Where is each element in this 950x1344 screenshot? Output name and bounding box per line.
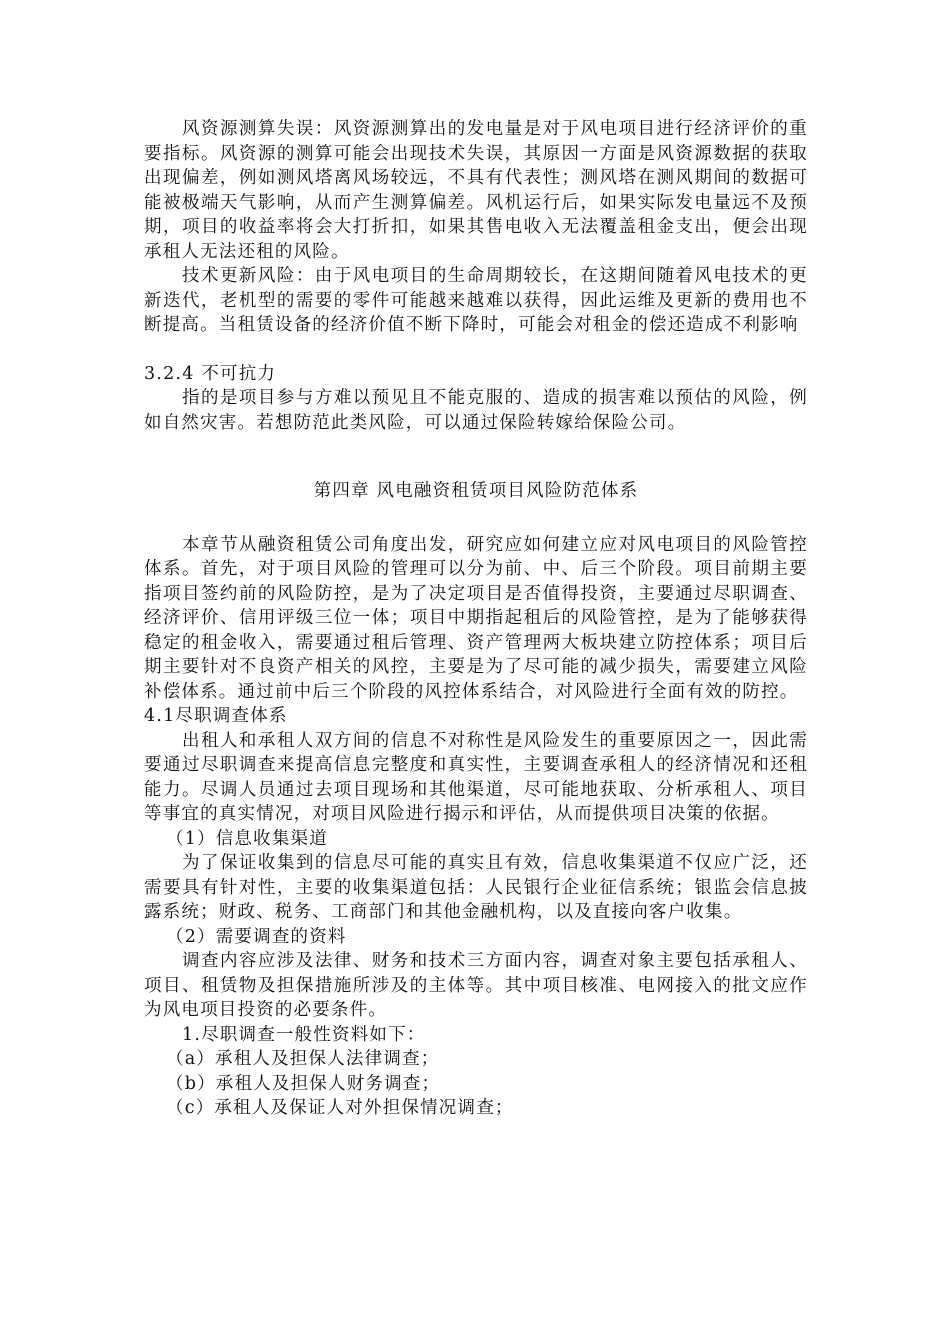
spacer: [144, 338, 808, 362]
list-item-a: （a）承租人及担保人法律调查；: [166, 1049, 440, 1069]
paragraph-materials: 调查内容应涉及法律、财务和技术三方面内容，调查对象主要包括承租人、项目、租赁物及担保措施所涉及的主体等。其中项目核准、电网接入的批文应作为风电项目投资的必要条件。: [144, 951, 808, 1020]
paragraph-tech-update-risk: 技术更新风险：由于风电项目的生命周期较长，在这期间随着风电技术的更新迭代，老机型的需要的零件可能越来越难以获得，因此运维及更新的费用也不断提高。当租赁设备的经济价值不断下降时，可能会对租金的偿还造成不利影响: [144, 266, 808, 335]
paragraph-due-diligence: 出租人和承租人双方间的信息不对称性是风险发生的重要原因之一，因此需要通过尽职调查来提高信息完整度和真实性，主要调查承租人的经济情况和还租能力。尽调人员通过去项目现场和其他渠道，尽可能地获取、分析承租人、项目等事宜的真实情况，对项目风险进行揭示和评估，从而提供项目决策的依据。: [144, 730, 808, 824]
paragraph-force-majeure: 指的是项目参与方难以预见且不能克服的、造成的损害难以预估的风险，例如自然灾害。若想防范此类风险，可以通过保险转嫁给保险公司。: [144, 388, 808, 433]
paragraph-wind-resource-error: 风资源测算失误：风资源测算出的发电量是对于风电项目进行经济评价的重要指标。风资源的测算可能会出现技术失误，其原因一方面是风资源数据的获取出现偏差，例如测风塔离风场较远，不具有代表性；测风塔在测风期间的数据可能被极端天气影响，从而产生测算偏差。风机运行后，如果实际发电量远不及预期，项目的收益率将会大打折扣，如果其售电收入无法覆盖租金支出，便会出现承租人无法还租的风险。: [144, 119, 808, 262]
list-intro: 1.尽职调查一般性资料如下：: [182, 1024, 426, 1045]
spacer: [144, 504, 808, 533]
document-page: [144, 117, 808, 1121]
spacer: [144, 435, 808, 479]
paragraph-chapter-intro: 本章节从融资租赁公司角度出发，研究应如何建立应对风电项目的风险管控体系。首先，对于项目风险的管理可以分为前、中、后三个阶段。项目前期主要指项目签约前的风险防控，是为了决定项目是否值得投资，主要通过尽职调查、经济评价、信用评级三位一体；项目中期指起租后的风险管控，是为了能够获得稳定的租金收入，需要通过租后管理、资产管理两大板块建立防控体系；项目后期主要针对不良资产相关的风控，主要是为了尽可能的减少损失，需要建立风险补偿体系。通过前中后三个阶段的风控体系结合，对风险进行全面有效的防控。: [144, 534, 808, 702]
subheading-materials: （2）需要调查的资料: [166, 926, 347, 947]
list-item-c: （c）承租人及保证人对外担保情况调查；: [166, 1098, 514, 1118]
section-heading-4-1: 4.1尽职调查体系: [144, 706, 288, 726]
section-heading-3-2-4: 3.2.4 不可抗力: [144, 363, 277, 384]
paragraph-info-channels: 为了保证收集到的信息尽可能的真实且有效，信息收集渠道不仅应广泛，还需要具有针对性，主要的收集渠道包括：人民银行企业征信系统；银监会信息披露系统；财政、税务、工商部门和其他金融机构，以及直接向客户收集。: [144, 853, 808, 922]
chapter-title: 第四章 风电融资租赁项目风险防范体系: [313, 481, 639, 501]
subheading-info-channels: （1）信息收集渠道: [166, 828, 328, 849]
list-item-b: （b）承租人及担保人财务调查；: [166, 1073, 441, 1094]
